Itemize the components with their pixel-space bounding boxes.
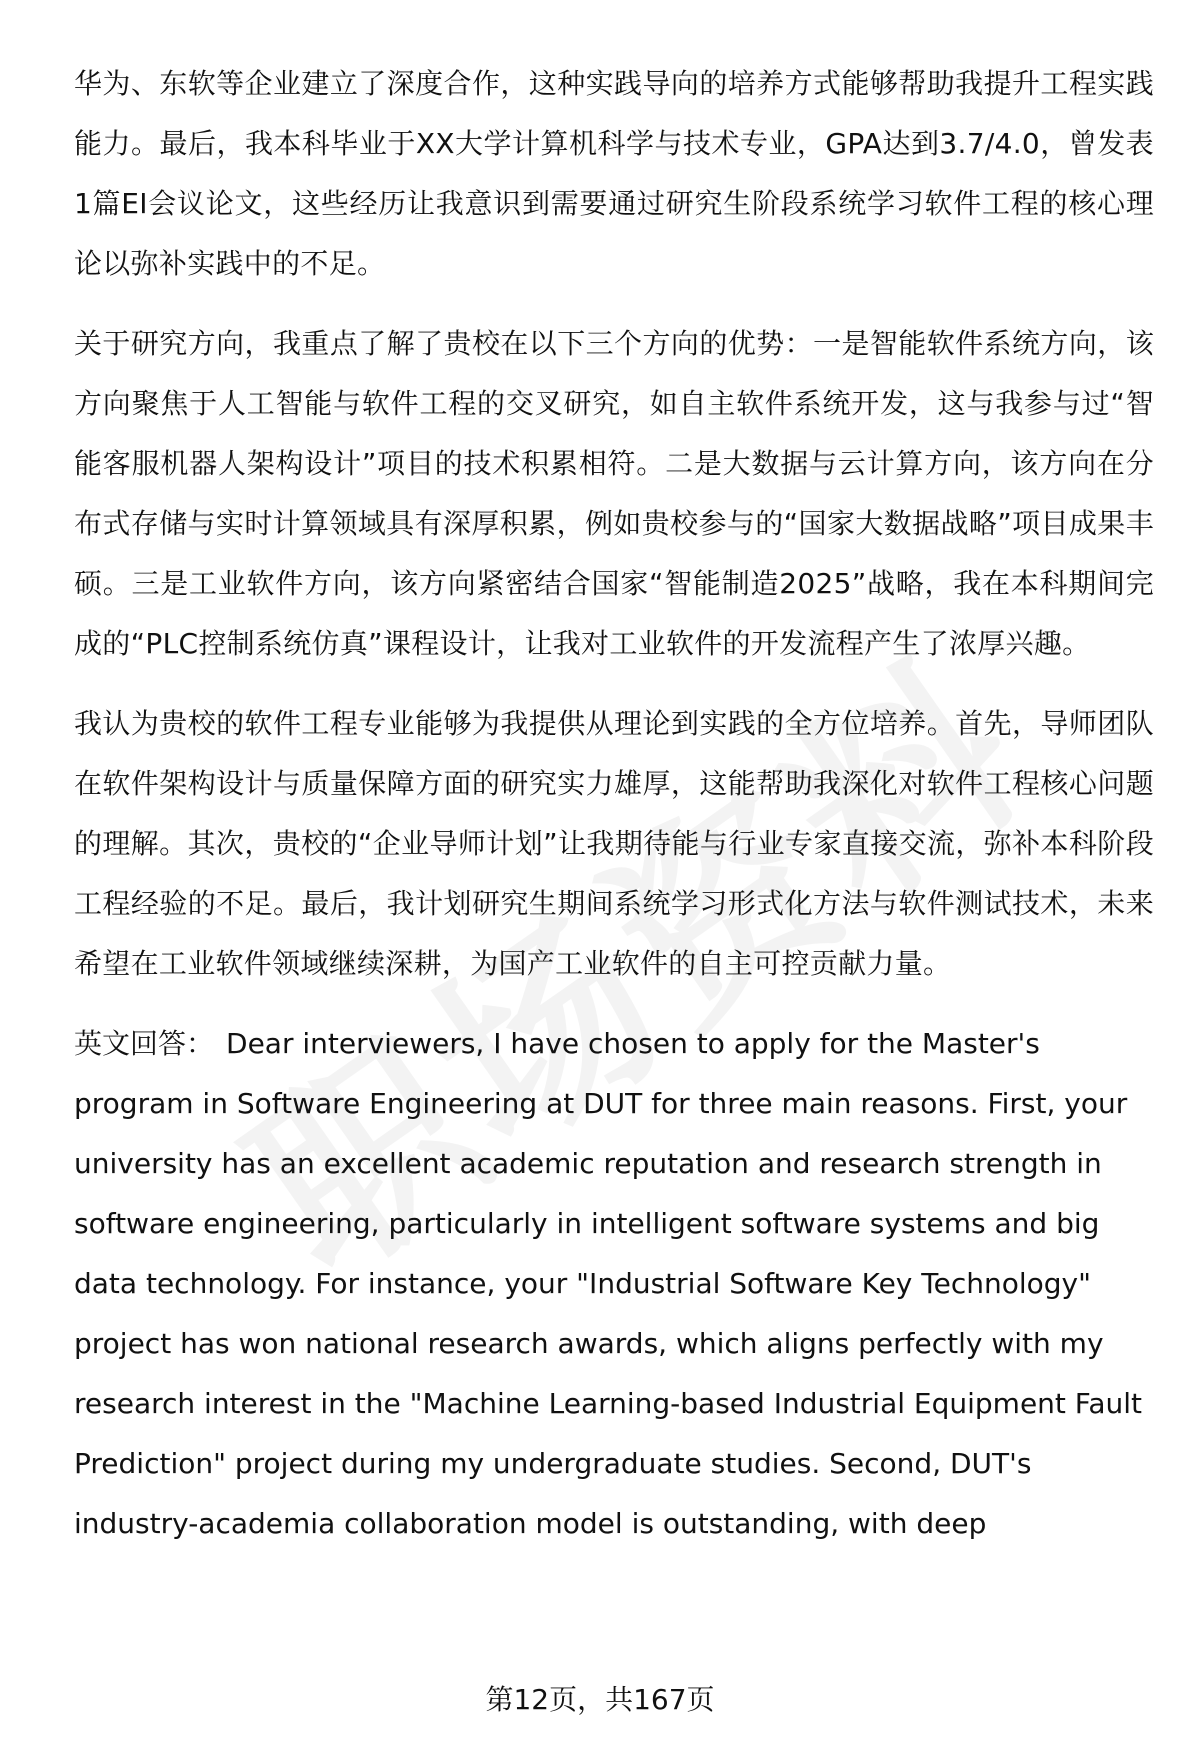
paragraph-2: 关于研究方向，我重点了解了贵校在以下三个方向的优势：一是智能软件系统方向，该方向聚焦于人工智能与软件工程的交叉研究，如自主软件系统开发，这与我参与过“智能客服机器人架构设计”项目的技术积累相符。二是大数据与云计算方向，该方向在分布式存储与实时计算领域具有深厚积累，例如贵校参与的“国家大数据战略”项目成果丰硕。三是工业软件方向，该方向紧密结合国家“智能制造2025”战略，我在本科期间完成的“PLC控制系统仿真”课程设计，让我对工业软件的开发流程产生了浓厚兴趣。: [74, 327, 1154, 660]
page-number-footer: 第12页，共167页: [485, 1683, 715, 1716]
paragraph-1: 华为、东软等企业建立了深度合作，这种实践导向的培养方式能够帮助我提升工程实践能力。最后，我本科毕业于XX大学计算机科学与技术专业，GPA达到3.7/4.0，曾发表1篇EI会议论文，这些经历让我意识到需要通过研究生阶段系统学习软件工程的核心理论以弥补实践中的不足。: [74, 67, 1154, 280]
english-answer-label: 英文回答：: [74, 1027, 215, 1060]
english-answer-paragraph: [74, 1014, 1154, 1554]
document-body: [74, 54, 1154, 1554]
paragraph-3: 我认为贵校的软件工程专业能够为我提供从理论到实践的全方位培养。首先，导师团队在软件架构设计与质量保障方面的研究实力雄厚，这能帮助我深化对软件工程核心问题的理解。其次，贵校的“企业导师计划”让我期待能与行业专家直接交流，弥补本科阶段工程经验的不足。最后，我计划研究生期间系统学习形式化方法与软件测试技术，未来希望在工业软件领域继续深耕，为国产工业软件的自主可控贡献力量。: [74, 707, 1154, 980]
english-answer-text: Dear interviewers, I have chosen to apply for the Master's program in Software Engineering at DUT for three main reasons. First, your university has an excellent academic reputation and research strength in software engineering, particularly in intelligent software systems and big data technology. For instance, your "Industrial Software Key Technology" project has won national research awards, which aligns perfectly with my research interest in the "Machine Learning-based Industrial Equipment Fault Prediction" project during my undergraduate studies. Second, DUT's industry-academia collaboration model is outstanding, with deep: [74, 1027, 1143, 1540]
